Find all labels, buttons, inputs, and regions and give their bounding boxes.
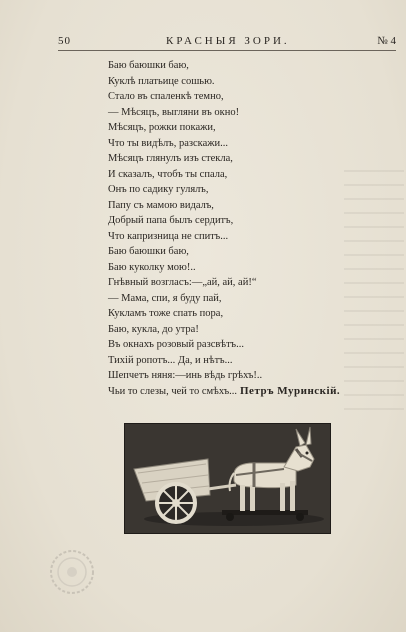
header-rule [58,50,396,51]
poem-line: Мѣсяцъ глянулъ изъ стекла, [108,153,233,164]
poem-line: Тихій ропотъ... Да, и нѣтъ... [108,354,233,366]
poem-line: Онъ по садику гулялъ, [108,184,209,195]
poem-line: Что ты видѣлъ, разскажи... [108,137,229,149]
poem [108,58,348,399]
poem-line: — Мама, спи, я буду пай, [108,292,222,304]
poem-line: Что капризница не спитъ... [108,230,229,242]
poem-line: Баю баюшки баю, [108,246,189,257]
poem-line: Въ окнахъ розовый разсвѣтъ... [108,339,244,350]
poem-line: Стало въ спаленкѣ темно, [108,91,224,102]
running-header [58,35,396,49]
poem-line: Чьи то слезы, чей то смѣхъ... [108,385,237,397]
library-stamp [48,548,96,596]
poem-line: Куклѣ платьице сошью. [108,75,215,87]
page-number: 50 [58,35,71,47]
poem-line: Добрый папа былъ сердитъ, [108,215,234,226]
issue-number: № 4 [377,35,396,47]
poem-line: — Мѣсяцъ, выгляни въ окно! [108,106,240,118]
poem-line: Баю баюшки баю, [108,60,189,71]
poem-line: Мѣсяцъ, рожки покажи, [108,122,216,133]
toy-donkey-cart-illustration [124,423,331,534]
show-through-text [344,170,404,420]
poem-line: Кукламъ тоже спать пора, [108,308,224,319]
poem-line: Шепчетъ няня:—инь вѣдь грѣхъ!.. [108,370,263,381]
poem-line: Баю, кукла, до утра! [108,323,199,335]
poem-line: Папу съ мамою видалъ, [108,199,214,211]
poem-line: Гнѣвный возгласъ:—„ай, ай, ай!“ [108,277,257,288]
journal-title: КРАСНЫЯ ЗОРИ. [166,35,290,47]
poem-line: Баю куколку мою!.. [108,261,196,273]
author-signature: Петръ Муринскій. [240,385,341,397]
poem-line: И сказалъ, чтобъ ты спала, [108,168,228,180]
